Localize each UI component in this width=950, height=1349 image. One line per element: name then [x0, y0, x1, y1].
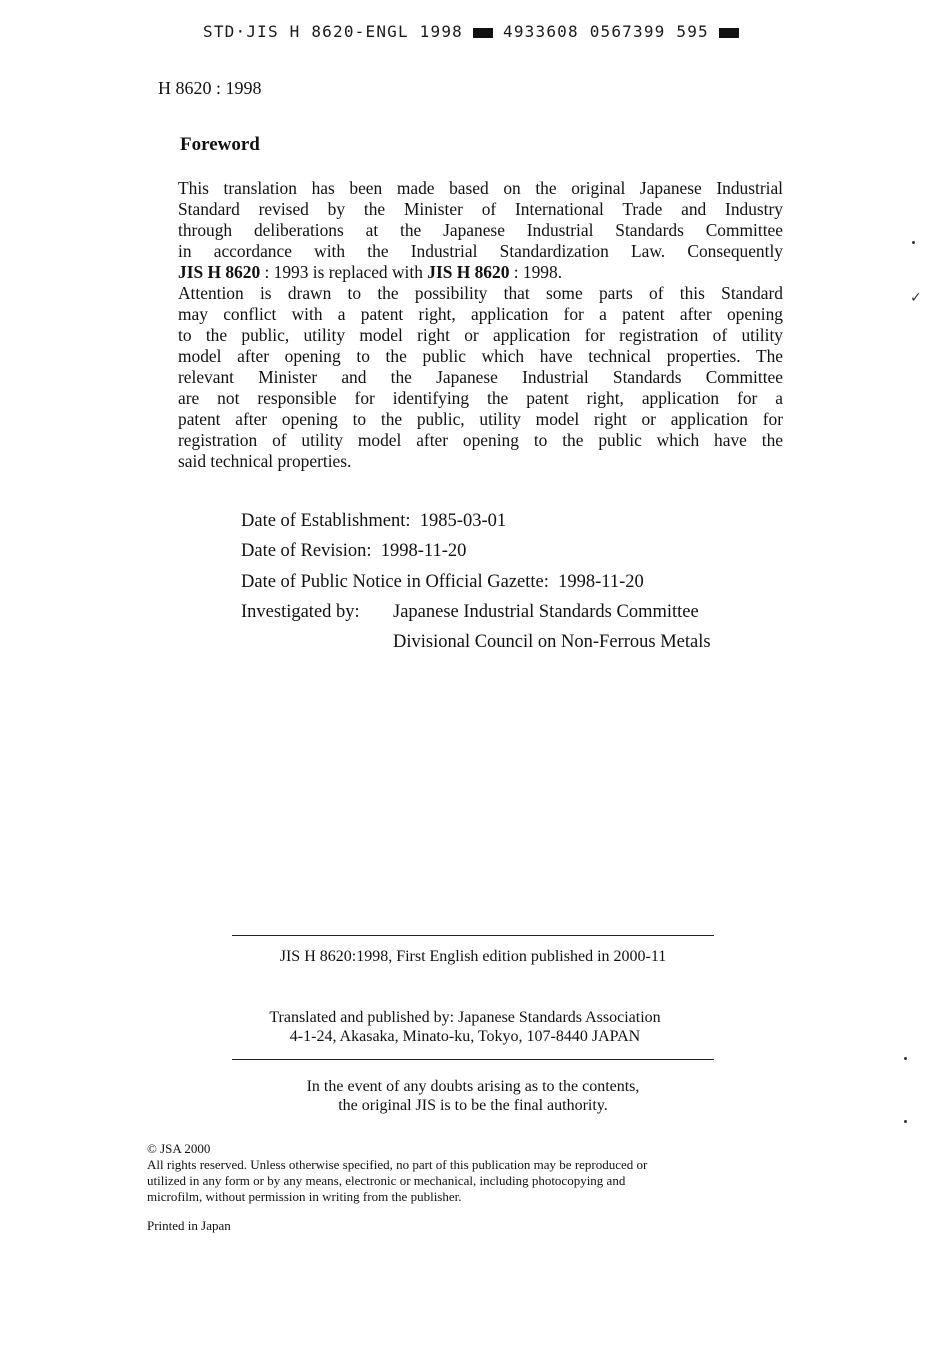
publisher-line1: Translated and published by: Japanese Standards Association [269, 1009, 661, 1026]
scan-speck [904, 1120, 907, 1123]
rights-notice-line: microfilm, without permission in writing from the publisher. [147, 1189, 462, 1204]
foreword-line: registration of utility model after opening to the public which have the [178, 430, 783, 450]
jis-reference: JIS H 8620 [178, 262, 261, 282]
scan-speck [912, 241, 915, 244]
investigated-by-label: Investigated by: [241, 602, 360, 622]
scan-speck [904, 1057, 907, 1060]
date-establishment [241, 511, 506, 532]
printed-in-note: Printed in Japan [147, 1218, 231, 1233]
foreword-line: to the public, utility model right or application for registration of utility [178, 325, 783, 345]
date-revision [241, 541, 466, 562]
date-establishment-label: Date of Establishment: [241, 511, 411, 531]
barcode-block-icon [473, 28, 493, 38]
investigated-by-line1: Japanese Industrial Standards Committee [393, 602, 699, 622]
date-revision-label: Date of Revision: [241, 541, 372, 561]
foreword-line: relevant Minister and the Japanese Industrial Standards Committee [178, 367, 783, 387]
divider-rule-bottom [232, 1059, 714, 1060]
document-id: H 8620 : 1998 [158, 78, 262, 98]
investigated-by-line2: Divisional Council on Non-Ferrous Metals [393, 632, 711, 652]
copyright-line: © JSA 2000 [147, 1141, 211, 1156]
foreword-title: Foreword [180, 134, 260, 155]
foreword-text: : 1998. [509, 262, 563, 282]
rights-notice-line: All rights reserved. Unless otherwise specified, no part of this publication may be reproduced or [147, 1157, 648, 1172]
foreword-line: model after opening to the public which have technical properties. The [178, 346, 783, 366]
date-public-notice-label: Date of Public Notice in Official Gazette: [241, 572, 549, 592]
scan-header-code1: 4933608 [503, 22, 579, 41]
date-public-notice [241, 572, 644, 593]
foreword-line: through deliberations at the Japanese Industrial Standards Committee [178, 220, 783, 240]
publisher-address: 4-1-24, Akasaka, Minato-ku, Tokyo, 107-8440 JAPAN [289, 1028, 641, 1045]
foreword-line: in accordance with the Industrial Standardization Law. Consequently [178, 241, 783, 261]
foreword-line: said technical properties. [178, 451, 352, 471]
authority-line2: the original JIS is to be the final authority. [338, 1097, 608, 1114]
scan-header [203, 22, 749, 41]
foreword-paragraph [178, 178, 783, 472]
foreword-line: may conflict with a patent right, application for a patent after opening [178, 304, 783, 324]
scan-header-title: STD·JIS H 8620-ENGL 1998 [203, 22, 463, 41]
foreword-line-replacement [178, 262, 783, 283]
foreword-line: Attention is drawn to the possibility that some parts of this Standard [178, 283, 783, 303]
foreword-text: : 1993 is replaced with [260, 262, 428, 282]
divider-rule-top [232, 935, 714, 936]
foreword-line: are not responsible for identifying the patent right, application for a [178, 388, 783, 408]
check-mark-icon: ✓ [910, 290, 922, 306]
scan-header-code2: 0567399 [589, 22, 666, 41]
foreword-line: patent after opening to the public, utility model right or application for [178, 409, 783, 429]
foreword-line: This translation has been made based on the original Japanese Industrial [178, 178, 783, 198]
date-revision-value: 1998-11-20 [380, 541, 467, 561]
date-establishment-value: 1985-03-01 [419, 511, 507, 531]
barcode-block-icon [719, 28, 739, 38]
jis-reference: JIS H 8620 [427, 262, 510, 282]
rights-notice-line: utilized in any form or by any means, electronic or mechanical, including photocopying and [147, 1173, 626, 1188]
date-public-notice-value: 1998-11-20 [558, 572, 644, 592]
foreword-line: Standard revised by the Minister of International Trade and Industry [178, 199, 783, 219]
authority-line1: In the event of any doubts arising as to the contents, [306, 1078, 640, 1095]
edition-statement: JIS H 8620:1998, First English edition published in 2000-11 [279, 948, 667, 965]
scan-header-code3: 595 [676, 22, 709, 41]
